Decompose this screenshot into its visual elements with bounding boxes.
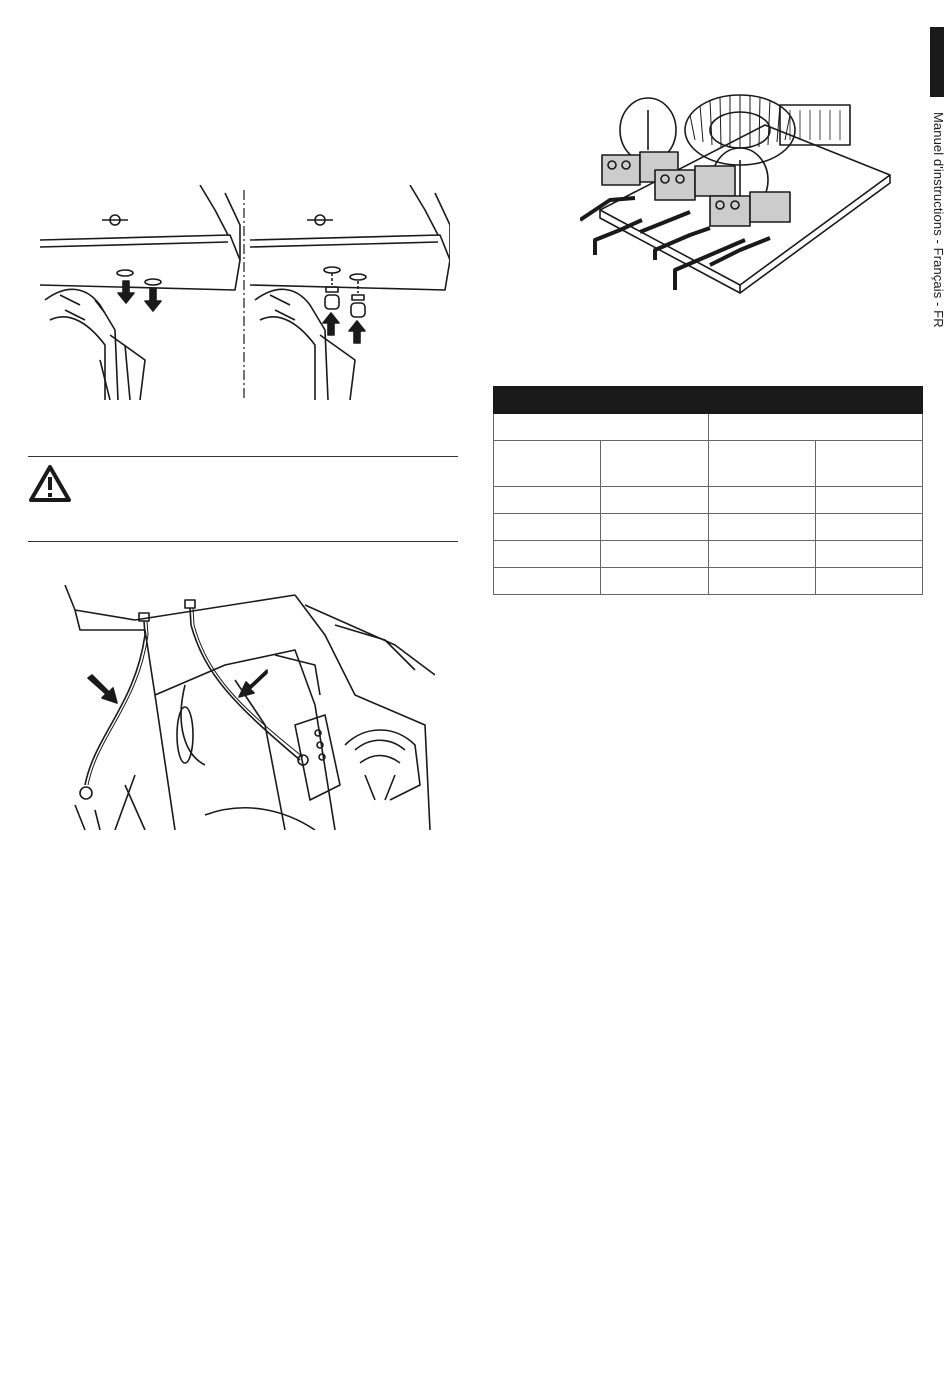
table-cell bbox=[815, 487, 922, 514]
figure-terminal-board bbox=[580, 80, 895, 295]
table-cell bbox=[708, 487, 815, 514]
table-cell bbox=[601, 487, 708, 514]
side-language-label: Manuel d'instructions - Français - FR bbox=[931, 112, 946, 328]
table-cell bbox=[708, 414, 923, 441]
specification-table bbox=[493, 386, 923, 595]
table-cell bbox=[815, 441, 922, 487]
table-row bbox=[494, 514, 923, 541]
warning-bottom-rule bbox=[28, 541, 458, 542]
table-cell bbox=[601, 514, 708, 541]
table-row bbox=[494, 541, 923, 568]
figure-cable-gland bbox=[40, 185, 450, 400]
table-header-cell bbox=[494, 387, 709, 414]
table-cell bbox=[494, 487, 601, 514]
figure-cable-routing bbox=[55, 585, 435, 830]
table-cell bbox=[708, 441, 815, 487]
table-cell bbox=[494, 514, 601, 541]
table-cell bbox=[708, 541, 815, 568]
table-cell bbox=[494, 414, 709, 441]
table-cell bbox=[708, 568, 815, 595]
table-cell bbox=[815, 541, 922, 568]
table-cell bbox=[494, 441, 601, 487]
warning-top-rule bbox=[28, 456, 458, 457]
table-cell bbox=[815, 568, 922, 595]
table-header-row bbox=[494, 387, 923, 414]
table-cell bbox=[708, 514, 815, 541]
table-row bbox=[494, 568, 923, 595]
table-cell bbox=[494, 541, 601, 568]
table-cell bbox=[601, 541, 708, 568]
table-header-cell bbox=[708, 387, 923, 414]
language-tab-marker bbox=[930, 27, 944, 97]
table-row bbox=[494, 487, 923, 514]
table-cell bbox=[601, 568, 708, 595]
table-cell bbox=[815, 514, 922, 541]
table-cell bbox=[494, 568, 601, 595]
table-subheader-row bbox=[494, 441, 923, 487]
warning-triangle-icon bbox=[28, 464, 72, 504]
table-cell bbox=[601, 441, 708, 487]
table-group-row bbox=[494, 414, 923, 441]
